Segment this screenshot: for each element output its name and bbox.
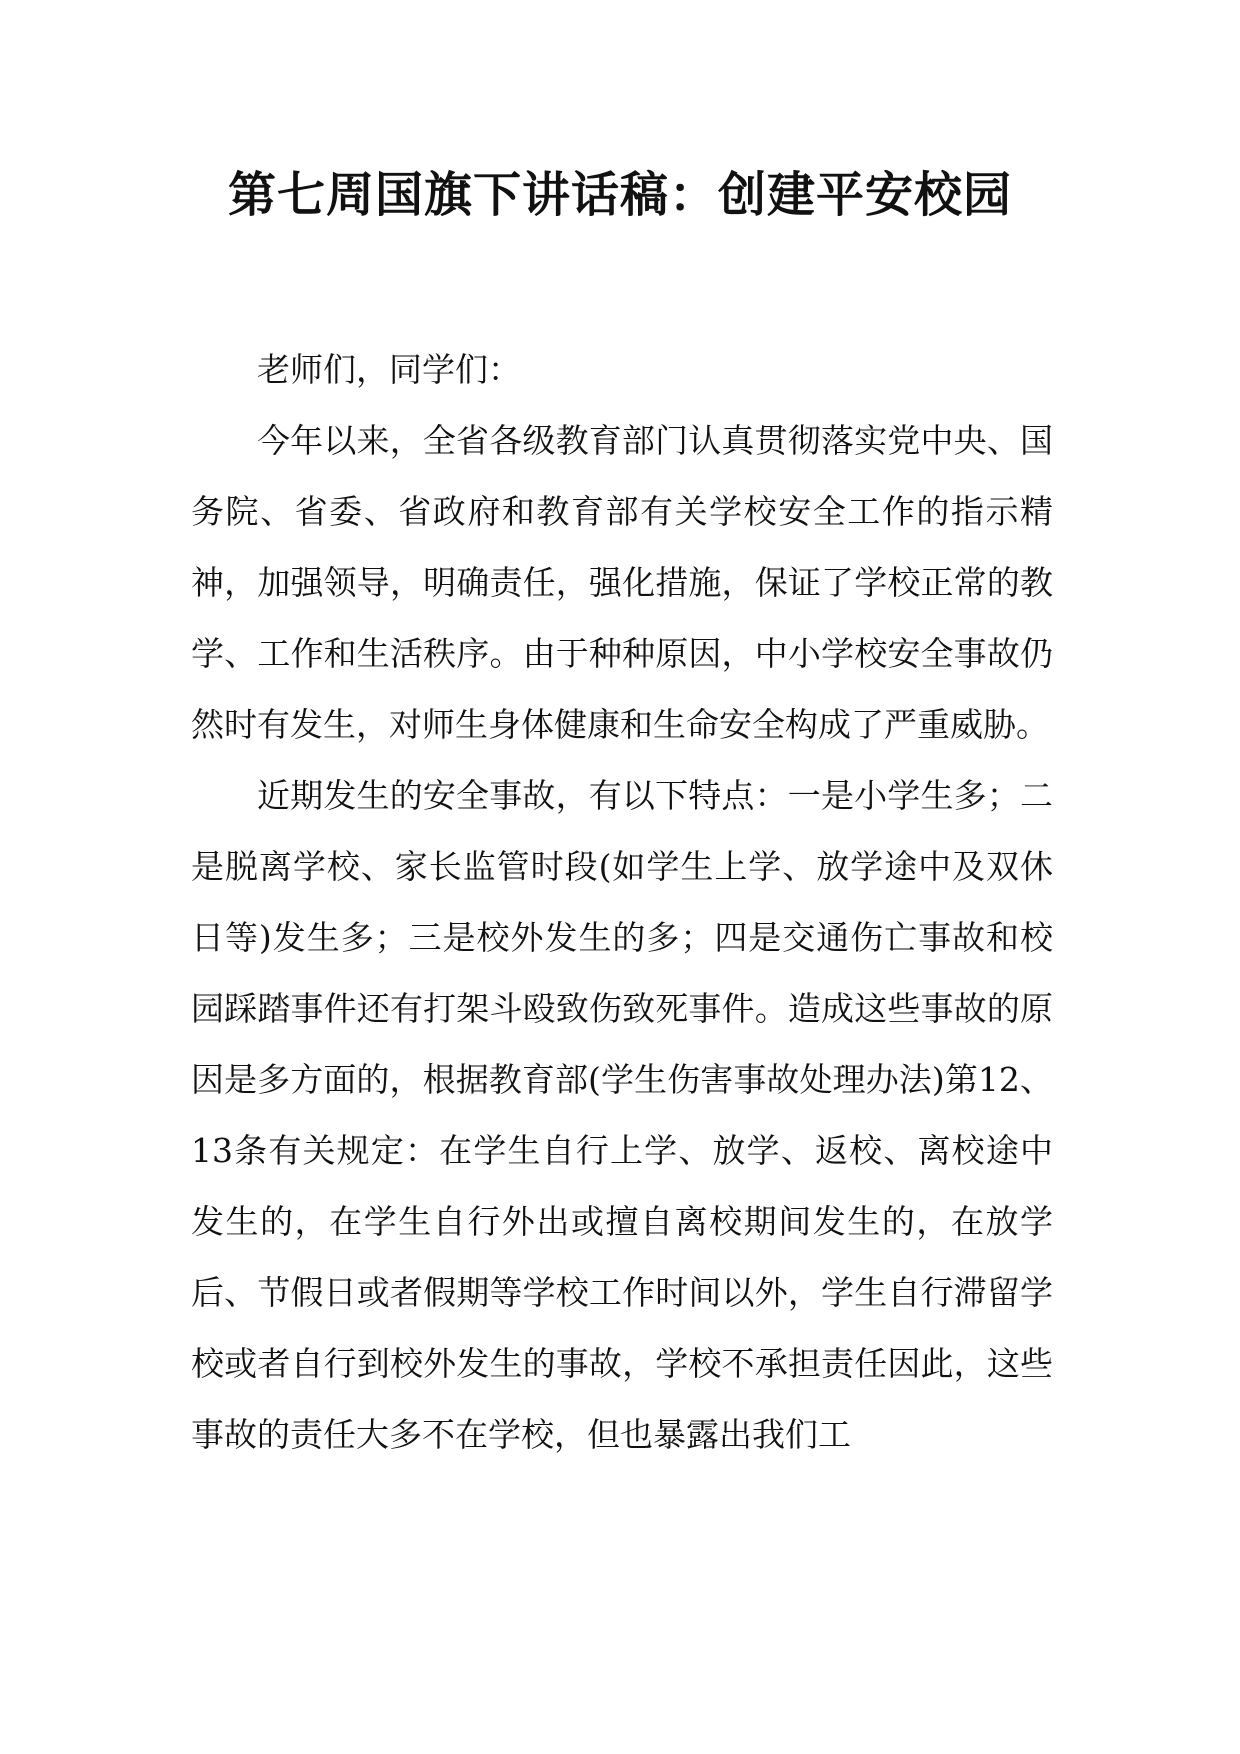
document-body <box>191 334 1053 1470</box>
paragraph-safety-overview: 今年以来，全省各级教育部门认真贯彻落实党中央、国务院、省委、省政府和教育部有关学校安全工作的指示精神，加强领导，明确责任，强化措施，保证了学校正常的教学、工作和生活秩序。由于种种原因，中小学校安全事故仍然时有发生，对师生身体健康和生命安全构成了严重威胁。 <box>191 421 1053 744</box>
document-title: 第七周国旗下讲话稿：创建平安校园 <box>227 167 1012 223</box>
paragraph-accident-features: 近期发生的安全事故，有以下特点：一是小学生多；二是脱离学校、家长监管时段(如学生上学、放学途中及双休日等)发生多；三是校外发生的多；四是交通伤亡事故和校园踩踏事件还有打架斗殴致伤致死事件。造成这些事故的原因是多方面的，根据教育部(学生伤害事故处理办法)第12、13条有关规定：在学生自行上学、放学、返校、离校途中发生的，在学生自行外出或擅自离校期间发生的，在放学后、节假日或者假期等学校工作时间以外，学生自行滞留学校或者自行到校外发生的事故，学校不承担责任因此，这些事故的责任大多不在学校，但也暴露出我们工 <box>191 776 1053 1454</box>
paragraph-salutation: 老师们，同学们： <box>257 350 521 389</box>
